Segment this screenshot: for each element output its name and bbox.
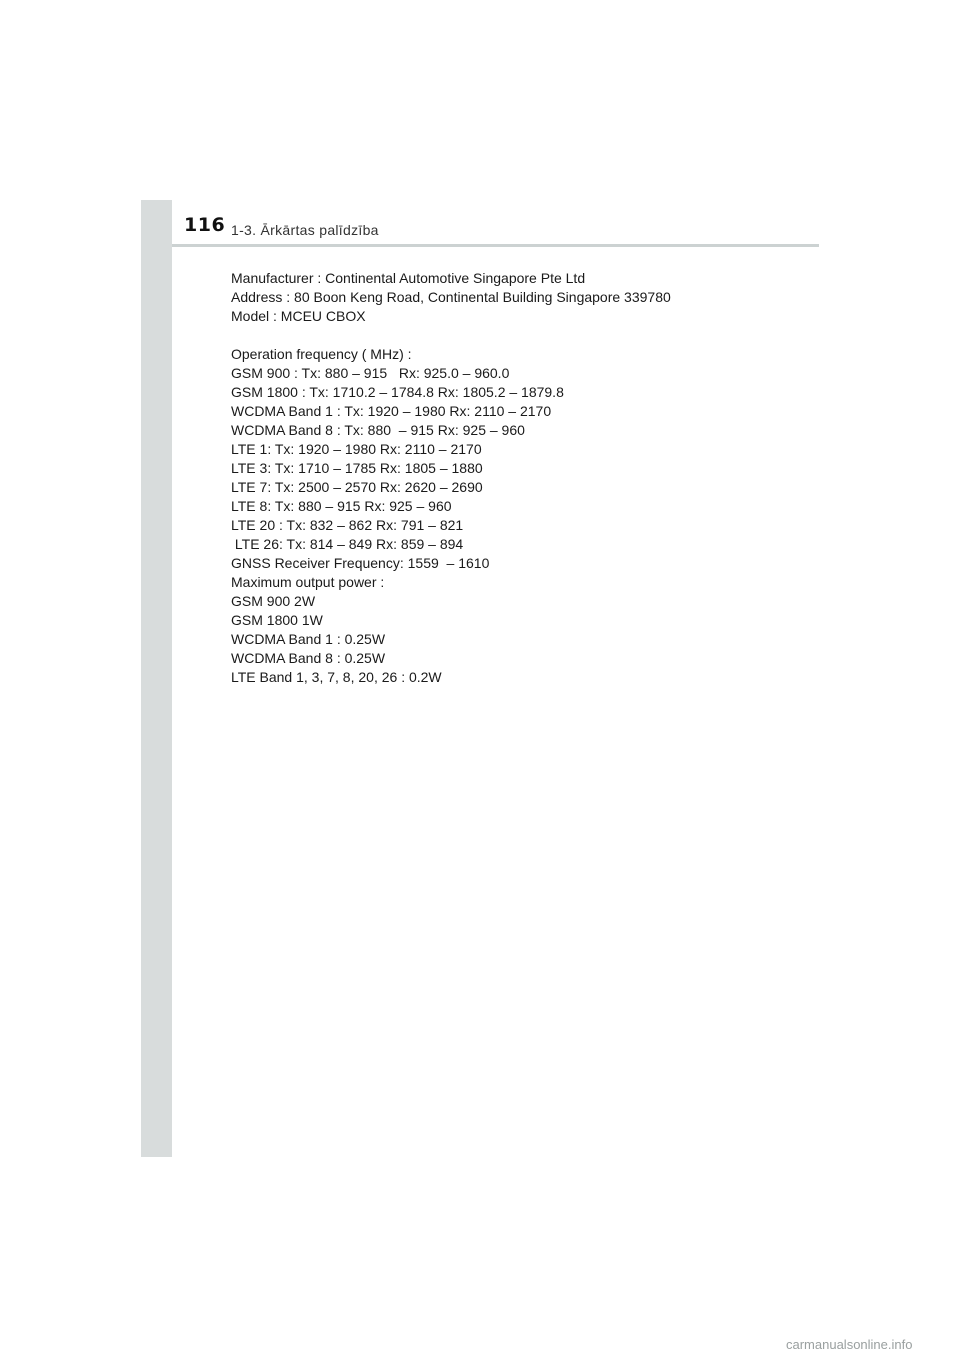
power-line-wcdma1: WCDMA Band 1 : 0.25W bbox=[231, 631, 386, 647]
power-line-wcdma8: WCDMA Band 8 : 0.25W bbox=[231, 650, 386, 666]
frequency-line-lte7: LTE 7: Tx: 2500 – 2570 Rx: 2620 – 2690 bbox=[231, 479, 483, 495]
header-divider bbox=[172, 244, 819, 247]
frequency-line-lte1: LTE 1: Tx: 1920 – 1980 Rx: 2110 – 2170 bbox=[231, 441, 482, 457]
side-margin-band bbox=[141, 200, 172, 1157]
model-line: Model : MCEU CBOX bbox=[231, 308, 366, 324]
operation-frequency-heading: Operation frequency ( MHz) : bbox=[231, 346, 412, 362]
paragraph-gap bbox=[231, 326, 821, 345]
watermark: carmanualsonline.info bbox=[786, 1337, 913, 1352]
address-line: Address : 80 Boon Keng Road, Continental Building Singapore 339780 bbox=[231, 289, 671, 305]
frequency-line-wcdma1: WCDMA Band 1 : Tx: 1920 – 1980 Rx: 2110 – 2170 bbox=[231, 403, 552, 419]
body-text bbox=[231, 269, 821, 687]
frequency-line-gsm900: GSM 900 : Tx: 880 – 915 Rx: 925.0 – 960.0 bbox=[231, 365, 510, 381]
frequency-line-lte3: LTE 3: Tx: 1710 – 1785 Rx: 1805 – 1880 bbox=[231, 460, 483, 476]
power-line-gsm900: GSM 900 2W bbox=[231, 593, 316, 609]
frequency-line-lte20: LTE 20 : Tx: 832 – 862 Rx: 791 – 821 bbox=[231, 517, 464, 533]
page-number: 116 bbox=[184, 214, 226, 236]
section-title: 1-3. Ārkārtas palīdzība bbox=[231, 222, 379, 238]
frequency-line-lte26: LTE 26: Tx: 814 – 849 Rx: 859 – 894 bbox=[231, 536, 464, 552]
frequency-line-wcdma8: WCDMA Band 8 : Tx: 880 – 915 Rx: 925 – 960 bbox=[231, 422, 525, 438]
max-output-power-heading: Maximum output power : bbox=[231, 574, 385, 590]
frequency-line-gsm1800: GSM 1800 : Tx: 1710.2 – 1784.8 Rx: 1805.2 – 1879.8 bbox=[231, 384, 564, 400]
gnss-frequency-line: GNSS Receiver Frequency: 1559 – 1610 bbox=[231, 555, 490, 571]
frequency-line-lte8: LTE 8: Tx: 880 – 915 Rx: 925 – 960 bbox=[231, 498, 452, 514]
manufacturer-line: Manufacturer : Continental Automotive Singapore Pte Ltd bbox=[231, 270, 586, 286]
power-line-lte: LTE Band 1, 3, 7, 8, 20, 26 : 0.2W bbox=[231, 669, 442, 685]
power-line-gsm1800: GSM 1800 1W bbox=[231, 612, 323, 628]
